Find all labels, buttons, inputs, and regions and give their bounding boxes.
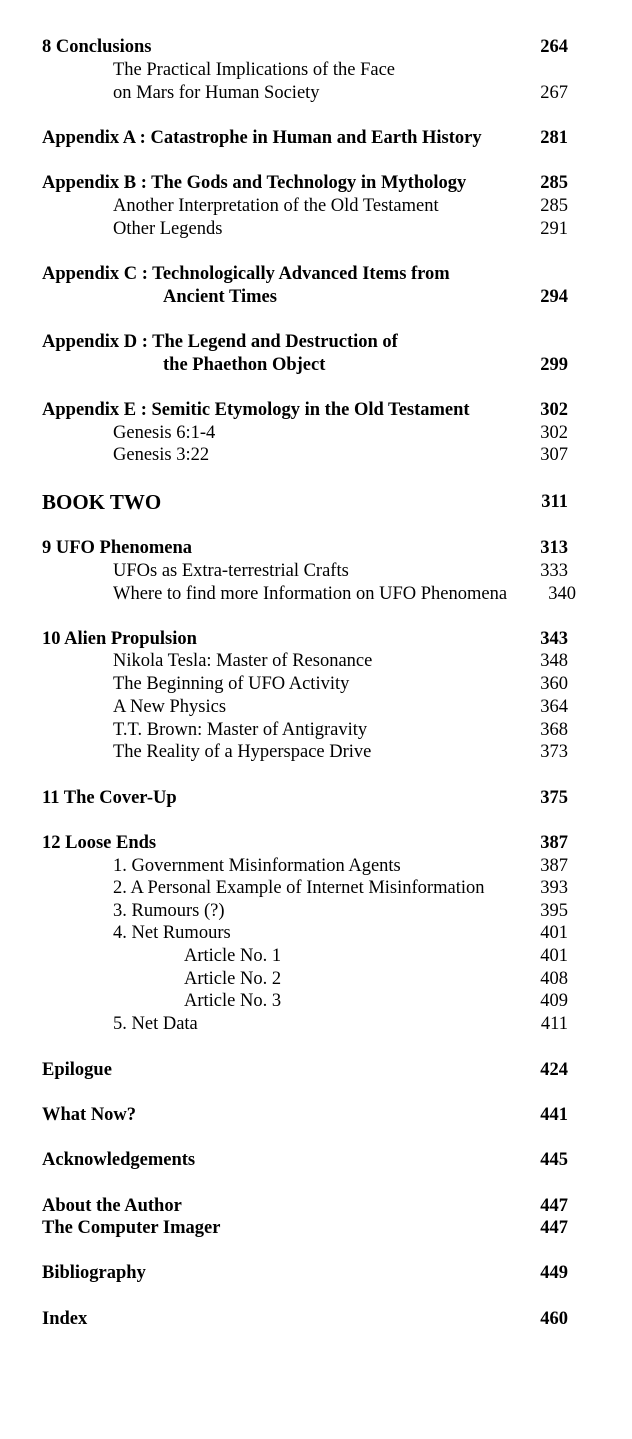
toc-entry-title: The Reality of a Hyperspace Drive <box>113 742 372 762</box>
toc-entry-continuation <box>0 354 632 377</box>
toc-entry-bibliography <box>0 1262 632 1285</box>
toc-entry-epilogue <box>0 1059 632 1082</box>
toc-entry-page: 460 <box>540 1309 568 1329</box>
toc-entry-title: 8 Conclusions <box>42 37 152 57</box>
toc-entry-page: 409 <box>540 991 568 1011</box>
toc-entry-title: 11 The Cover-Up <box>42 788 177 808</box>
toc-entry-title: Article No. 3 <box>184 991 282 1011</box>
toc-entry-title: the Phaethon Object <box>163 355 326 375</box>
toc-entry-title: Bibliography <box>42 1263 146 1283</box>
toc-entry-section <box>0 719 632 742</box>
toc-entry-page: 393 <box>540 878 568 898</box>
toc-entry-chapter-9 <box>0 537 632 560</box>
toc-entry-page: 368 <box>540 720 568 740</box>
toc-entry-page: 294 <box>540 287 568 307</box>
toc-entry-title: Another Interpretation of the Old Testament <box>113 196 439 216</box>
toc-entry-section <box>0 922 632 945</box>
toc-entry-section <box>0 673 632 696</box>
toc-entry-title: The Computer Imager <box>42 1218 221 1238</box>
toc-entry-page: 387 <box>540 856 568 876</box>
toc-entry-appendix-b <box>0 172 632 195</box>
toc-entry-title: Genesis 6:1-4 <box>113 423 216 443</box>
toc-entry-subsection <box>0 990 632 1013</box>
toc-entry-page: 445 <box>540 1150 568 1170</box>
toc-entry-page: 447 <box>540 1218 568 1238</box>
toc-entry-page: 408 <box>540 969 568 989</box>
toc-entry-title: Other Legends <box>113 219 223 239</box>
toc-entry-page: 348 <box>540 651 568 671</box>
toc-entry-title: UFOs as Extra-terrestrial Crafts <box>113 561 349 581</box>
toc-entry-section <box>0 560 632 583</box>
toc-entry-title: The Practical Implications of the Face <box>113 60 396 80</box>
toc-entry-title: Nikola Tesla: Master of Resonance <box>113 651 373 671</box>
toc-entry-title: T.T. Brown: Master of Antigravity <box>113 720 368 740</box>
toc-entry-appendix-d <box>0 331 632 354</box>
toc-entry-page: 313 <box>540 538 568 558</box>
toc-entry-index <box>0 1308 632 1331</box>
toc-entry-title: What Now? <box>42 1105 137 1125</box>
toc-entry-title: Genesis 3:22 <box>113 445 210 465</box>
toc-entry-title: Appendix C : Technologically Advanced Items from <box>42 264 450 284</box>
toc-entry-title: Article No. 1 <box>184 946 282 966</box>
toc-entry-book-two <box>0 491 632 514</box>
toc-entry-appendix-a <box>0 127 632 150</box>
toc-entry-title: The Beginning of UFO Activity <box>113 674 350 694</box>
toc-entry-page: 395 <box>540 901 568 921</box>
toc-entry-page: 401 <box>540 923 568 943</box>
toc-entry-title: BOOK TWO <box>42 490 162 514</box>
toc-entry-section <box>0 1013 632 1036</box>
toc-entry-chapter-12 <box>0 832 632 855</box>
toc-entry-section <box>0 218 632 241</box>
toc-entry-title: Ancient Times <box>163 287 277 307</box>
toc-entry-page: 264 <box>540 37 568 57</box>
toc-entry-title: Epilogue <box>42 1060 112 1080</box>
toc-entry-page: 285 <box>540 196 568 216</box>
toc-entry-appendix-e <box>0 399 632 422</box>
toc-entry-section <box>0 855 632 878</box>
toc-entry-page: 424 <box>540 1060 568 1080</box>
toc-entry-section <box>0 900 632 923</box>
toc-entry-page: 299 <box>540 355 568 375</box>
toc-entry-section <box>0 444 632 467</box>
toc-entry-chapter-8 <box>0 36 632 59</box>
toc-entry-page: 291 <box>540 219 568 239</box>
toc-entry-title: About the Author <box>42 1196 182 1216</box>
toc-entry-page: 343 <box>540 629 568 649</box>
toc-entry-acknowledgements <box>0 1149 632 1172</box>
toc-entry-title: Appendix E : Semitic Etymology in the Old Testament <box>42 400 470 420</box>
toc-entry-title: 1. Government Misinformation Agents <box>113 856 401 876</box>
toc-entry-continuation <box>0 286 632 309</box>
toc-entry-page: 387 <box>540 833 568 853</box>
toc-entry-chapter-11 <box>0 787 632 810</box>
toc-entry-section <box>0 877 632 900</box>
toc-entry-page: 373 <box>540 742 568 762</box>
toc-entry-title: Appendix B : The Gods and Technology in Mythology <box>42 173 467 193</box>
toc-entry-title: 12 Loose Ends <box>42 833 157 853</box>
toc-entry-title: on Mars for Human Society <box>113 83 320 103</box>
toc-entry-section <box>0 650 632 673</box>
toc-entry-page: 364 <box>540 697 568 717</box>
toc-entry-page: 307 <box>540 445 568 465</box>
toc-entry-page: 401 <box>540 946 568 966</box>
toc-entry-title: A New Physics <box>113 697 227 717</box>
toc-entry-title: 5. Net Data <box>113 1014 198 1034</box>
toc-entry-page: 447 <box>540 1196 568 1216</box>
toc-entry-chapter-10 <box>0 628 632 651</box>
toc-entry-page: 302 <box>540 423 568 443</box>
toc-entry-page: 449 <box>540 1263 568 1283</box>
toc-entry-title: 2. A Personal Example of Internet Misinformation <box>113 878 485 898</box>
toc-entry-page: 302 <box>540 400 568 420</box>
toc-entry-section <box>0 195 632 218</box>
toc-entry-title: 9 UFO Phenomena <box>42 538 193 558</box>
toc-entry-subsection <box>0 968 632 991</box>
toc-entry-page: 333 <box>540 561 568 581</box>
toc-entry-page: 375 <box>540 788 568 808</box>
toc-entry-title: 10 Alien Propulsion <box>42 629 197 649</box>
toc-entry-section <box>0 82 632 105</box>
toc-entry-section <box>0 422 632 445</box>
toc-entry-title: Acknowledgements <box>42 1150 196 1170</box>
toc-entry-section <box>0 59 632 82</box>
toc-entry-page: 411 <box>540 1014 568 1034</box>
toc-entry-title: Index <box>42 1309 88 1329</box>
toc-entry-computer-imager <box>0 1217 632 1240</box>
toc-entry-page: 441 <box>540 1105 568 1125</box>
toc-entry-title: Where to find more Information on UFO Phenomena <box>113 584 508 604</box>
toc-entry-title: Appendix A : Catastrophe in Human and Earth History <box>42 128 482 148</box>
toc-entry-what-now <box>0 1104 632 1127</box>
toc-entry-page: 360 <box>540 674 568 694</box>
toc-entry-title: 3. Rumours (?) <box>113 901 225 921</box>
toc-entry-title: Appendix D : The Legend and Destruction of <box>42 332 398 352</box>
toc-entry-appendix-c <box>0 263 632 286</box>
toc-entry-page: 267 <box>540 83 568 103</box>
toc-entry-page: 340 <box>548 584 576 604</box>
toc-entry-section <box>0 583 632 606</box>
toc-entry-page: 281 <box>540 128 568 148</box>
toc-entry-subsection <box>0 945 632 968</box>
toc-entry-section <box>0 696 632 719</box>
toc-entry-page: 285 <box>540 173 568 193</box>
toc-entry-title: Article No. 2 <box>184 969 282 989</box>
toc-entry-title: 4. Net Rumours <box>113 923 231 943</box>
toc-entry-page: 311 <box>541 492 568 512</box>
toc-entry-about-author <box>0 1195 632 1218</box>
toc-entry-section <box>0 741 632 764</box>
